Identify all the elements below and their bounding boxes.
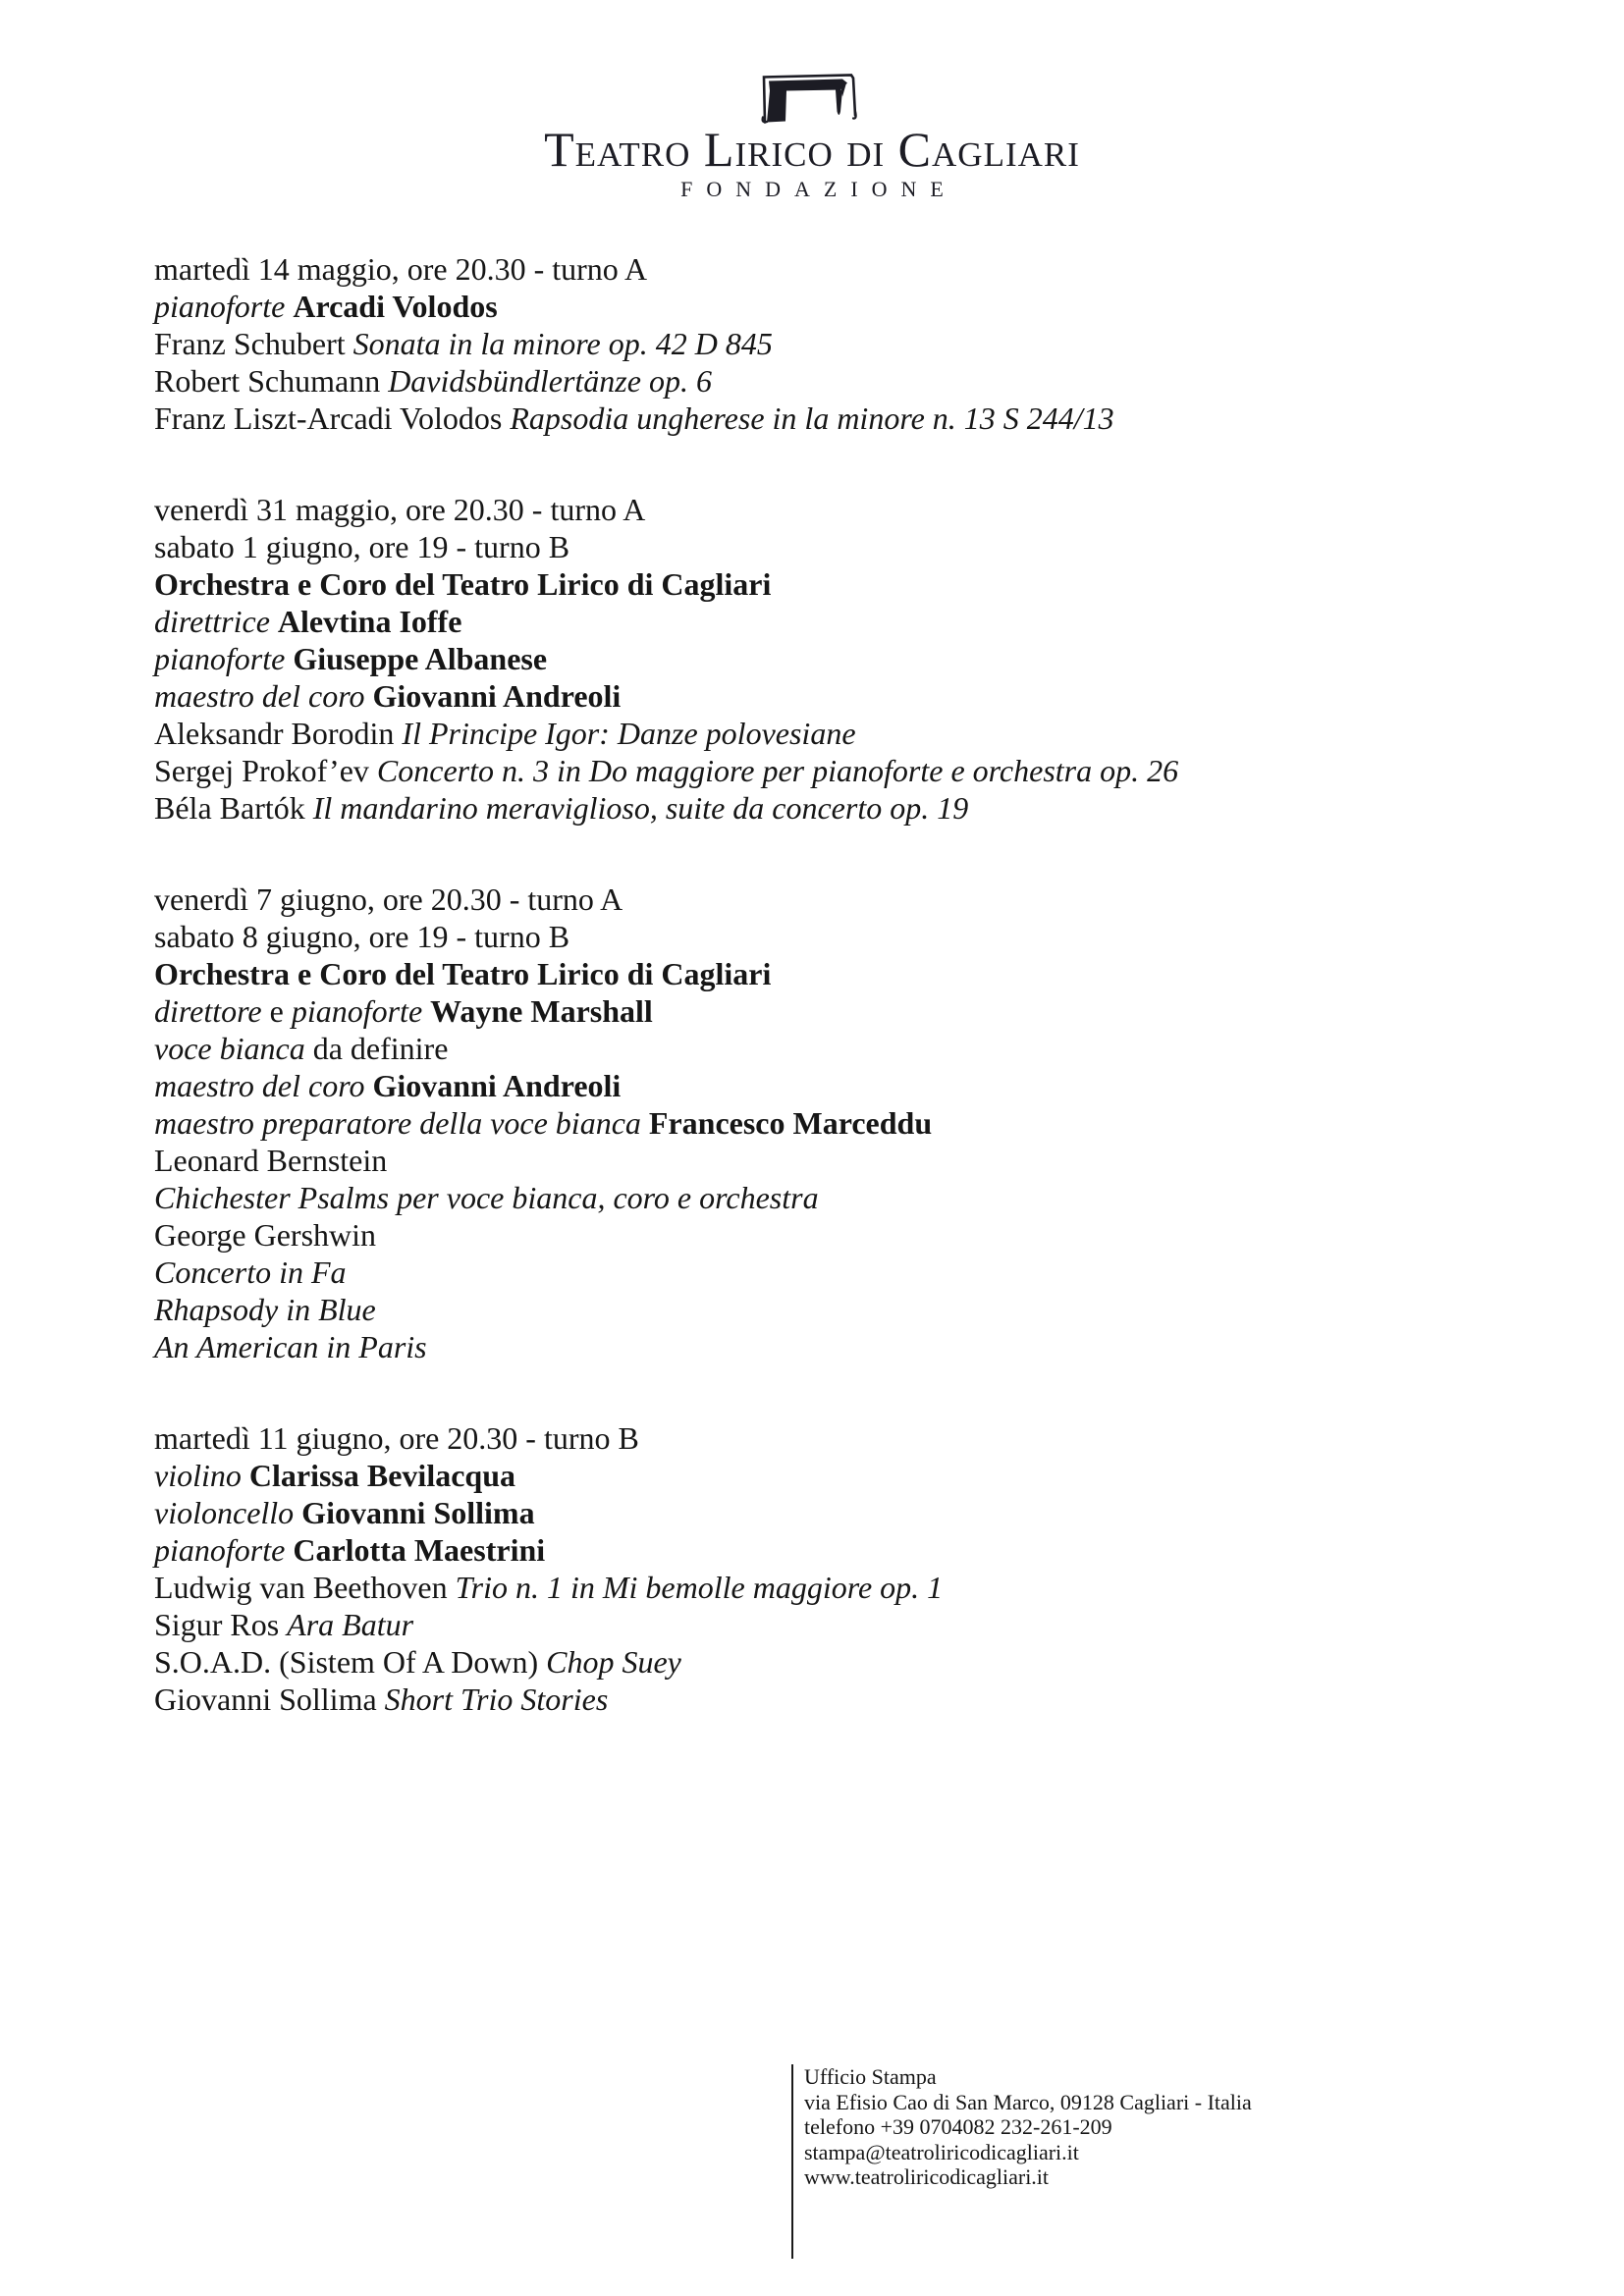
program-line	[154, 1291, 1489, 1328]
text-segment-italic: Chichester Psalms per voce bianca, coro e orchestra	[154, 1180, 819, 1215]
text-segment-italic: direttrice	[154, 604, 278, 639]
text-segment-regular: Franz Liszt-Arcadi Volodos	[154, 400, 511, 436]
text-segment-italic: Il Principe Igor: Danze polovesiane	[402, 716, 856, 751]
program-line	[154, 640, 1489, 677]
footer-line: via Efisio Cao di San Marco, 09128 Cagliari - Italia	[804, 2089, 1252, 2114]
program-line	[154, 789, 1489, 827]
text-segment-regular: martedì 11 giugno, ore 20.30 - turno B	[154, 1420, 639, 1456]
program-line	[154, 1142, 1489, 1179]
text-segment-italic: pianoforte	[154, 641, 294, 676]
logo-subtitle: FONDAZIONE	[680, 177, 957, 201]
text-segment-italic: Sonata in la minore op. 42 D 845	[352, 326, 773, 361]
footer-contact-block	[791, 2064, 1252, 2259]
text-segment-regular: Leonard Bernstein	[154, 1143, 388, 1178]
program-line	[154, 250, 1489, 288]
text-segment-italic: Short Trio Stories	[384, 1682, 609, 1717]
text-segment-bold: Orchestra e Coro del Teatro Lirico di Cagliari	[154, 956, 772, 991]
text-segment-regular: venerdì 7 giugno, ore 20.30 - turno A	[154, 881, 623, 917]
program-line	[154, 918, 1489, 955]
program-line	[154, 603, 1489, 640]
footer-contact-lines	[804, 2064, 1252, 2190]
program-line	[154, 528, 1489, 565]
logo-title: Teatro Lirico di Cagliari	[544, 122, 1080, 177]
text-segment-regular: martedì 14 maggio, ore 20.30 - turno A	[154, 251, 648, 287]
text-segment-italic: Concerto in Fa	[154, 1255, 347, 1290]
theatre-proscenium-arch-icon	[758, 70, 862, 125]
text-segment-italic: Rapsodia ungherese in la minore n. 13 S 244/13	[510, 400, 1114, 436]
text-segment-italic: violoncello	[154, 1495, 302, 1530]
text-segment-bold: Giovanni Sollima	[301, 1495, 535, 1530]
program-line	[154, 1030, 1489, 1067]
program-block	[154, 1419, 1489, 1718]
program-line	[154, 288, 1489, 325]
text-segment-regular: da definire	[312, 1031, 449, 1066]
program-line	[154, 992, 1489, 1030]
program-line	[154, 1067, 1489, 1104]
text-segment-regular: sabato 1 giugno, ore 19 - turno B	[154, 529, 570, 564]
text-segment-bold: Giovanni Andreoli	[372, 678, 622, 714]
program-line	[154, 1419, 1489, 1457]
text-segment-bold: Orchestra e Coro del Teatro Lirico di Cagliari	[154, 566, 772, 602]
footer-line: stampa@teatroliricodicagliari.it	[804, 2139, 1079, 2164]
text-segment-bold: Wayne Marshall	[430, 993, 653, 1029]
text-segment-regular: George Gershwin	[154, 1217, 377, 1253]
text-segment-regular: Sigur Ros	[154, 1607, 288, 1642]
text-segment-regular: Franz Schubert	[154, 326, 353, 361]
text-segment-italic: Trio n. 1 in Mi bemolle maggiore op. 1	[455, 1570, 944, 1605]
text-segment-bold: Giuseppe Albanese	[293, 641, 548, 676]
footer-line: www.teatroliricodicagliari.it	[804, 2164, 1050, 2189]
program-line	[154, 400, 1489, 437]
program-line	[154, 565, 1489, 603]
text-segment-italic: Chop Suey	[546, 1644, 681, 1680]
text-segment-bold: Carlotta Maestrini	[293, 1532, 546, 1568]
program-line	[154, 1681, 1489, 1718]
text-segment-bold: Francesco Marceddu	[648, 1105, 933, 1141]
program-line	[154, 955, 1489, 992]
program-line	[154, 1216, 1489, 1254]
text-segment-bold: Alevtina Ioffe	[277, 604, 462, 639]
text-segment-italic: Rhapsody in Blue	[154, 1292, 376, 1327]
program-line	[154, 1179, 1489, 1216]
program-list	[154, 250, 1489, 1772]
program-line	[154, 1254, 1489, 1291]
text-segment-italic: Davidsbündlertänze op. 6	[388, 363, 712, 399]
program-line	[154, 1104, 1489, 1142]
text-segment-italic: pianoforte	[154, 1532, 294, 1568]
text-segment-italic: Ara Batur	[287, 1607, 414, 1642]
program-line	[154, 881, 1489, 918]
program-line	[154, 752, 1489, 789]
text-segment-regular: Ludwig van Beethoven	[154, 1570, 456, 1605]
text-segment-italic: Il mandarino meraviglioso, suite da concerto op. 19	[312, 790, 969, 826]
text-segment-regular: Giovanni Sollima	[154, 1682, 385, 1717]
text-segment-italic: maestro del coro	[154, 678, 373, 714]
text-segment-italic: pianoforte	[154, 289, 294, 324]
text-segment-italic: violino	[154, 1458, 249, 1493]
text-segment-regular: venerdì 31 maggio, ore 20.30 - turno A	[154, 492, 646, 527]
program-line	[154, 677, 1489, 715]
text-segment-regular: Robert Schumann	[154, 363, 389, 399]
program-block	[154, 250, 1489, 437]
text-segment-regular: Aleksandr Borodin	[154, 716, 403, 751]
program-line	[154, 1531, 1489, 1569]
text-segment-regular: sabato 8 giugno, ore 19 - turno B	[154, 919, 570, 954]
text-segment-italic: maestro del coro	[154, 1068, 373, 1103]
program-line	[154, 1643, 1489, 1681]
program-line	[154, 1328, 1489, 1365]
program-line	[154, 491, 1489, 528]
program-block	[154, 491, 1489, 827]
text-segment-bold: Arcadi Volodos	[293, 289, 498, 324]
text-segment-italic: pianoforte	[291, 993, 431, 1029]
text-segment-bold: Clarissa Bevilacqua	[248, 1458, 515, 1493]
program-line	[154, 1606, 1489, 1643]
text-segment-italic: direttore	[154, 993, 262, 1029]
program-line	[154, 362, 1489, 400]
text-segment-regular: S.O.A.D. (Sistem Of A Down)	[154, 1644, 547, 1680]
text-segment-regular: Béla Bartók	[154, 790, 313, 826]
text-segment-italic: voce bianca	[154, 1031, 313, 1066]
footer-line: telefono +39 0704082 232-261-209	[804, 2114, 1112, 2139]
text-segment-bold: Giovanni Andreoli	[372, 1068, 622, 1103]
program-line	[154, 1457, 1489, 1494]
text-segment-italic: maestro preparatore della voce bianca	[154, 1105, 649, 1141]
text-segment-regular: e	[261, 993, 292, 1029]
program-line	[154, 325, 1489, 362]
program-line	[154, 1494, 1489, 1531]
program-line	[154, 1569, 1489, 1606]
text-segment-italic: Concerto n. 3 in Do maggiore per pianoforte e orchestra op. 26	[376, 753, 1179, 788]
program-block	[154, 881, 1489, 1365]
text-segment-regular: Sergej Prokof’ev	[154, 753, 377, 788]
footer-line: Ufficio Stampa	[804, 2064, 937, 2089]
program-line	[154, 715, 1489, 752]
text-segment-italic: An American in Paris	[154, 1329, 427, 1364]
